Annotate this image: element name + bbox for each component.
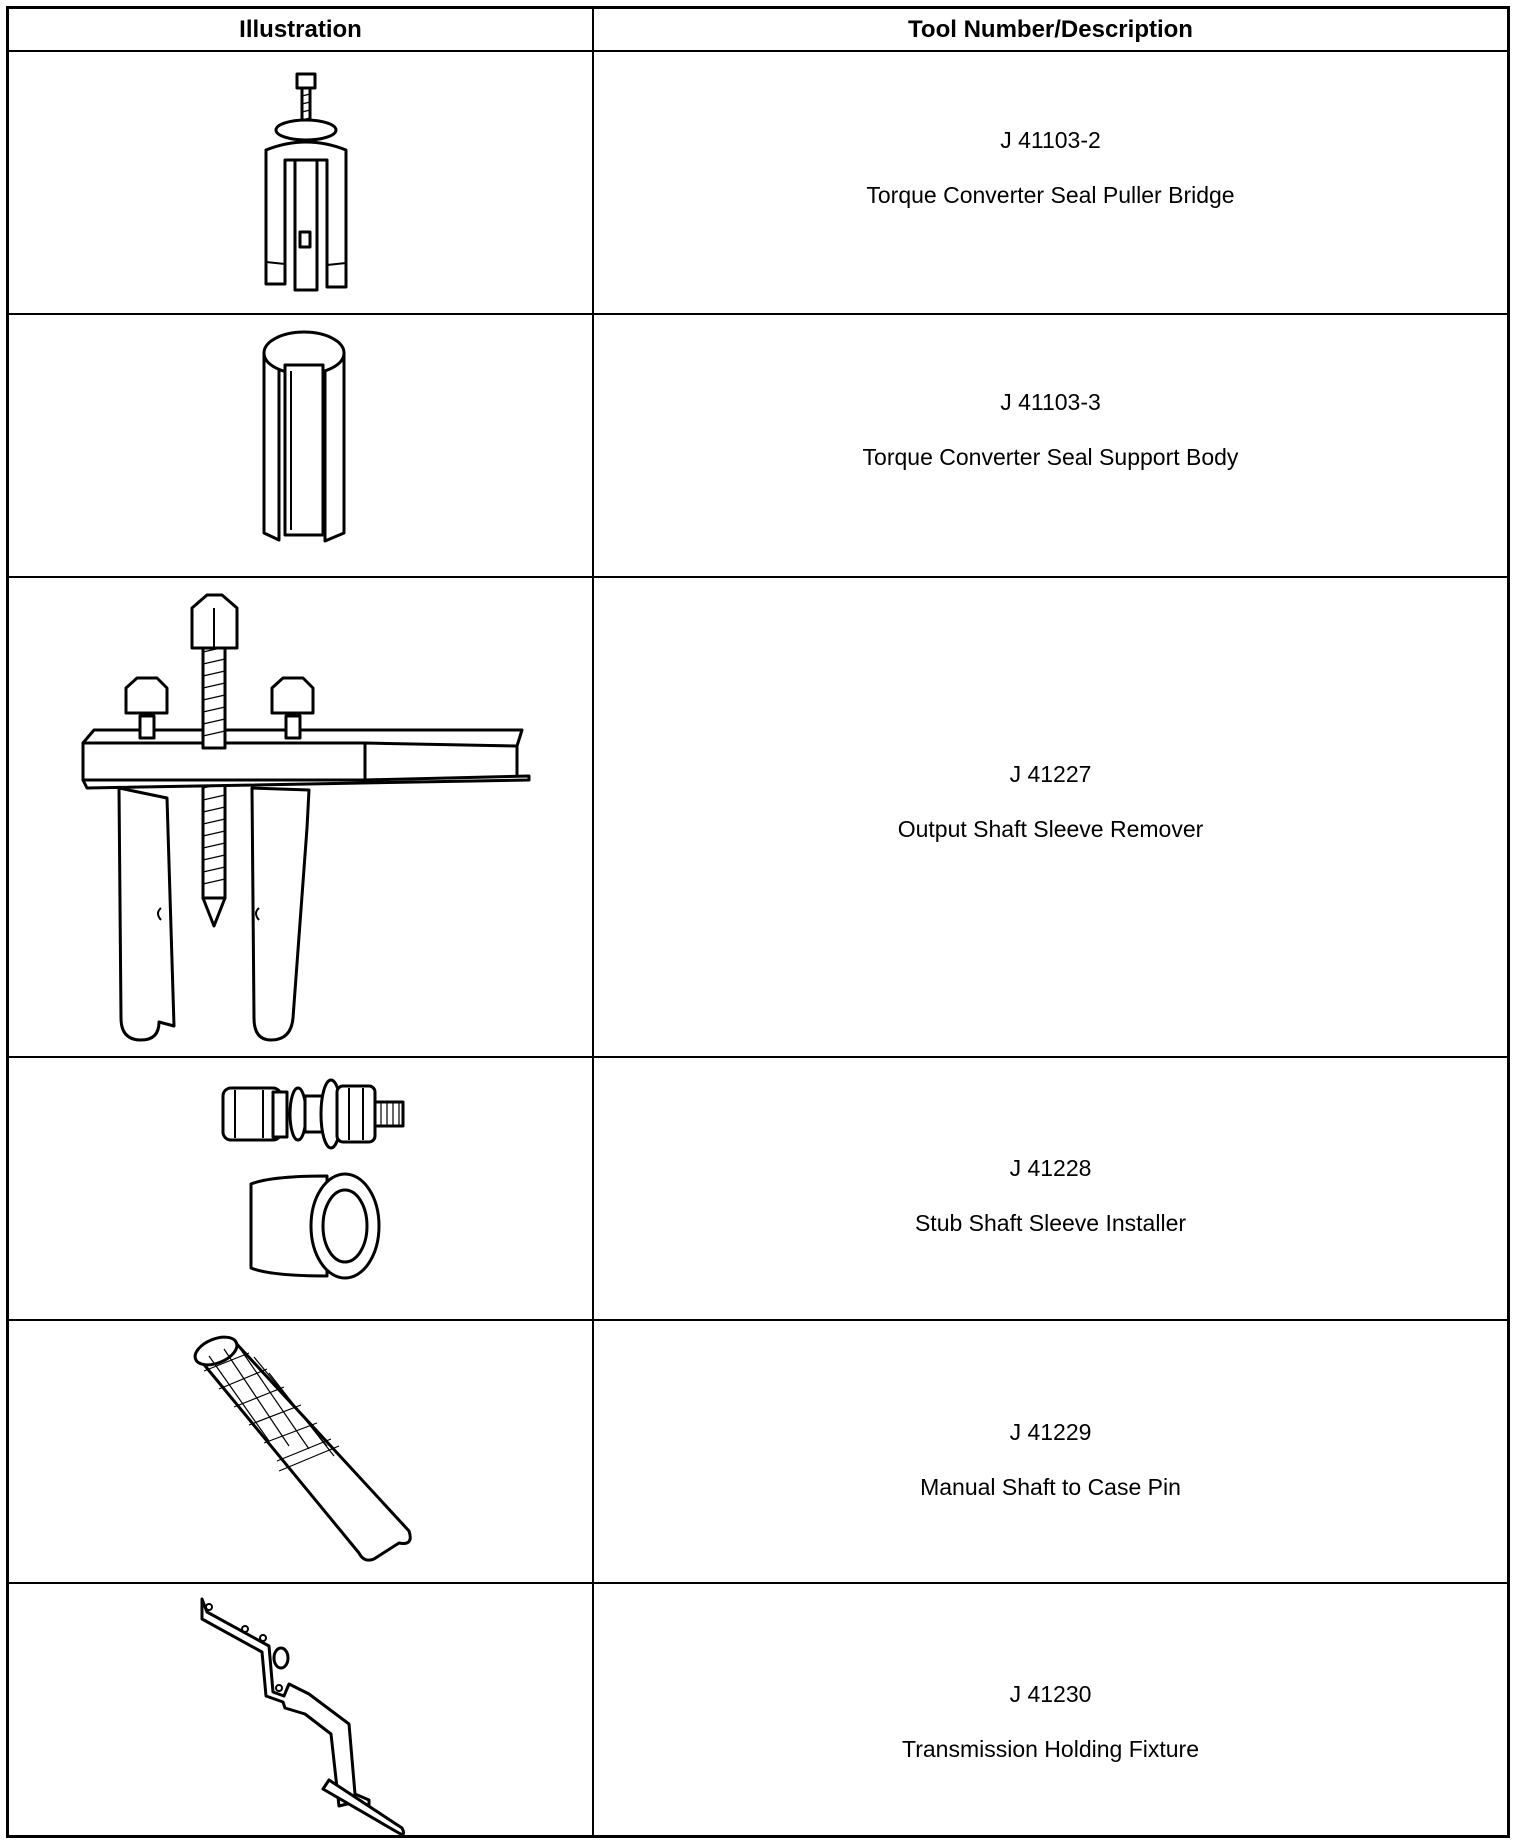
table-row <box>9 1584 1507 1838</box>
tool-number: J 41230 <box>1009 1681 1092 1707</box>
tool-description: Stub Shaft Sleeve Installer <box>914 1210 1187 1236</box>
holding-fixture-icon <box>9 1584 594 1836</box>
header-tool-cell <box>594 9 1507 50</box>
tool-description: Output Shaft Sleeve Remover <box>897 816 1204 842</box>
description-cell <box>594 52 1507 313</box>
tool-number: J 41103-2 <box>1000 127 1101 153</box>
tool-number: J 41227 <box>1009 761 1092 787</box>
tool-number: J 41103-3 <box>1000 389 1101 415</box>
tool-number: J 41228 <box>1009 1155 1092 1181</box>
tool-number: J 41229 <box>1009 1419 1092 1445</box>
sleeve-remover-puller-icon <box>9 578 594 1056</box>
description-cell <box>594 315 1507 576</box>
header-illustration-cell <box>9 9 594 50</box>
table-row <box>9 1321 1507 1584</box>
illustration-cell <box>9 1321 594 1582</box>
knurled-pin-icon <box>9 1321 594 1582</box>
illustration-cell <box>9 1058 594 1319</box>
description-cell <box>594 1584 1507 1838</box>
tool-description: Transmission Holding Fixture <box>902 1736 1199 1762</box>
tool-description: Manual Shaft to Case Pin <box>920 1474 1181 1500</box>
seal-puller-bridge-icon <box>9 52 594 313</box>
description-cell <box>594 1058 1507 1319</box>
table-row <box>9 578 1507 1058</box>
description-cell <box>594 578 1507 1056</box>
illustration-cell <box>9 578 594 1056</box>
tool-description: Torque Converter Seal Puller Bridge <box>866 182 1235 208</box>
header-tool: Tool Number/Description <box>908 15 1193 43</box>
seal-support-body-icon <box>9 315 594 576</box>
illustration-cell <box>9 315 594 576</box>
illustration-cell <box>9 52 594 313</box>
table-row <box>9 1058 1507 1321</box>
description-cell <box>594 1321 1507 1582</box>
illustration-cell <box>9 1584 594 1838</box>
table-header <box>9 9 1507 52</box>
table-row <box>9 52 1507 315</box>
sleeve-installer-icon <box>9 1058 594 1319</box>
tool-table <box>6 6 1510 1838</box>
table-row <box>9 315 1507 578</box>
tool-description: Torque Converter Seal Support Body <box>862 444 1239 470</box>
header-illustration: Illustration <box>239 15 362 43</box>
